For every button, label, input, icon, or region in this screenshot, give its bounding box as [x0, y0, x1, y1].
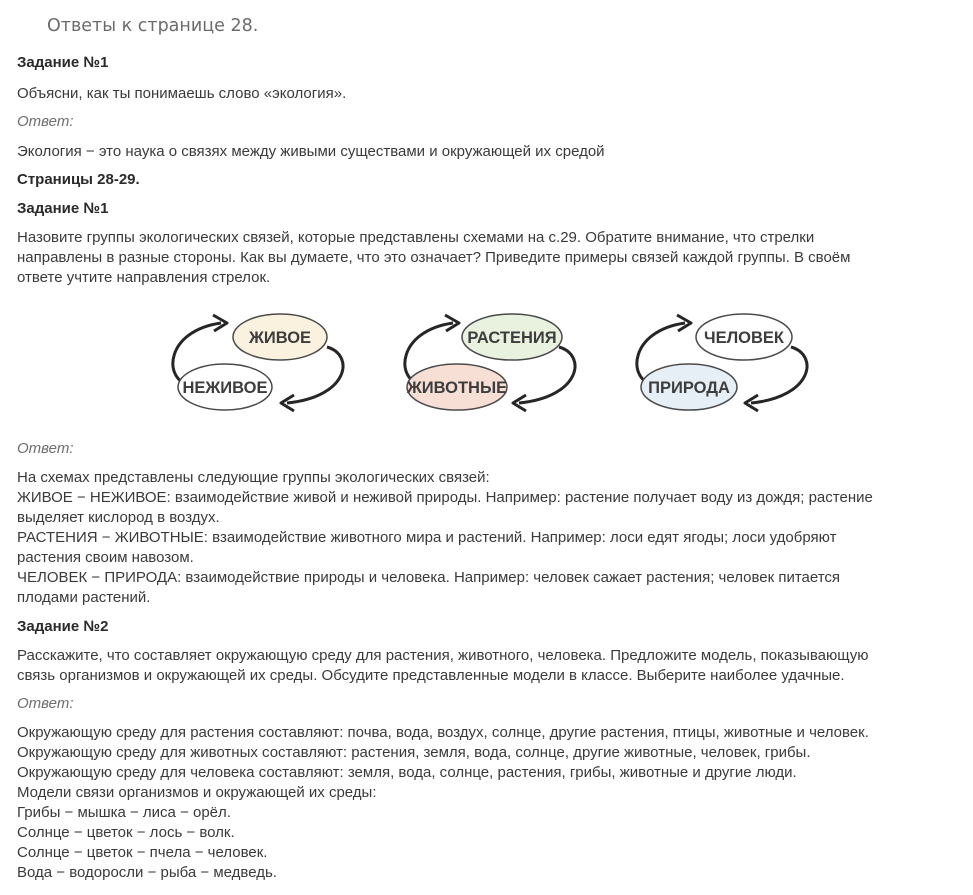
answer-label: Ответ:	[17, 440, 74, 457]
task-1-answer-p29	[17, 468, 962, 608]
diagram-plants-animals	[395, 307, 585, 415]
answer-line: Модели связи организмов и окружающей их среды:	[17, 784, 377, 801]
answer-line: Окружающую среду для животных составляют: растения, земля, вода, солнце, другие животные, человек, грибы.	[17, 744, 811, 761]
answer-line: Солнце − цветок − лось − волк.	[17, 824, 235, 841]
answer-line: Окружающую среду для растения составляют: почва, вода, воздух, солнце, другие растения, птицы, животные и человек.	[17, 724, 869, 741]
answer-label: Ответ:	[17, 695, 74, 712]
answer-line: Вода − водоросли − рыба − медведь.	[17, 864, 277, 881]
pages-heading: Страницы 28-29.	[17, 171, 140, 188]
diagram-human-nature	[627, 307, 817, 415]
task-1-question: Объясни, как ты понимаешь слово «экология».	[17, 85, 347, 102]
question-line: связь организмов и окружающей их среды. Обсудите представленные модели в классе. Выберите наиболее удачные.	[17, 667, 845, 684]
answer-line: Солнце − цветок − пчела − человек.	[17, 844, 268, 861]
page-title: Ответы к странице 28.	[47, 16, 259, 36]
task-2-question	[17, 646, 962, 686]
node-living-label: ЖИВОЕ	[248, 329, 312, 347]
node-human-label: ЧЕЛОВЕК	[703, 329, 785, 347]
answer-label: Ответ:	[17, 113, 74, 130]
node-animals-label: ЖИВОТНЫЕ	[406, 379, 508, 397]
task-1-question-p29	[17, 228, 962, 288]
node-nature-label: ПРИРОДА	[648, 379, 730, 397]
answer-line: выделяет кислород в воздух.	[17, 509, 220, 526]
question-line: направлены в разные стороны. Как вы думаете, что это означает? Приведите примеры связей каждой группы. В своём	[17, 249, 851, 266]
question-line: ответе учтите направления стрелок.	[17, 269, 271, 286]
answer-line: ЖИВОЕ − НЕЖИВОЕ: взаимодействие живой и неживой природы. Например: растение получает воду из дождя; растение	[17, 489, 873, 506]
answer-line: плодами растений.	[17, 589, 151, 606]
task-1-answer: Экология − это наука о связях между живыми существами и окружающей их средой	[17, 143, 605, 160]
question-line: Расскажите, что составляет окружающую среду для растения, животного, человека. Предложите модель, показывающую	[17, 647, 869, 664]
answer-line: растения своим навозом.	[17, 549, 194, 566]
task-1-heading-p29: Задание №1	[17, 200, 109, 217]
question-line: Назовите группы экологических связей, которые представлены схемами на с.29. Обратите внимание, что стрелки	[17, 229, 815, 246]
task-2-heading: Задание №2	[17, 618, 109, 635]
node-plants-label: РАСТЕНИЯ	[467, 329, 557, 347]
answer-line: Окружающую среду для человека составляют: земля, вода, солнце, растения, грибы, животные и другие люди.	[17, 764, 797, 781]
node-nonliving-label: НЕЖИВОЕ	[182, 379, 268, 397]
answer-line: На схемах представлены следующие группы экологических связей:	[17, 469, 490, 486]
task-1-heading: Задание №1	[17, 54, 109, 71]
task-2-answer	[17, 723, 962, 883]
answer-line: ЧЕЛОВЕК − ПРИРОДА: взаимодействие природы и человека. Например: человек сажает растения; человек питается	[17, 569, 841, 586]
diagram-living-nonliving	[163, 307, 353, 415]
answer-line: Грибы − мышка − лиса − орёл.	[17, 804, 231, 821]
answer-line: РАСТЕНИЯ − ЖИВОТНЫЕ: взаимодействие животного мира и растений. Например: лоси едят ягоды; лоси удобряют	[17, 529, 837, 546]
